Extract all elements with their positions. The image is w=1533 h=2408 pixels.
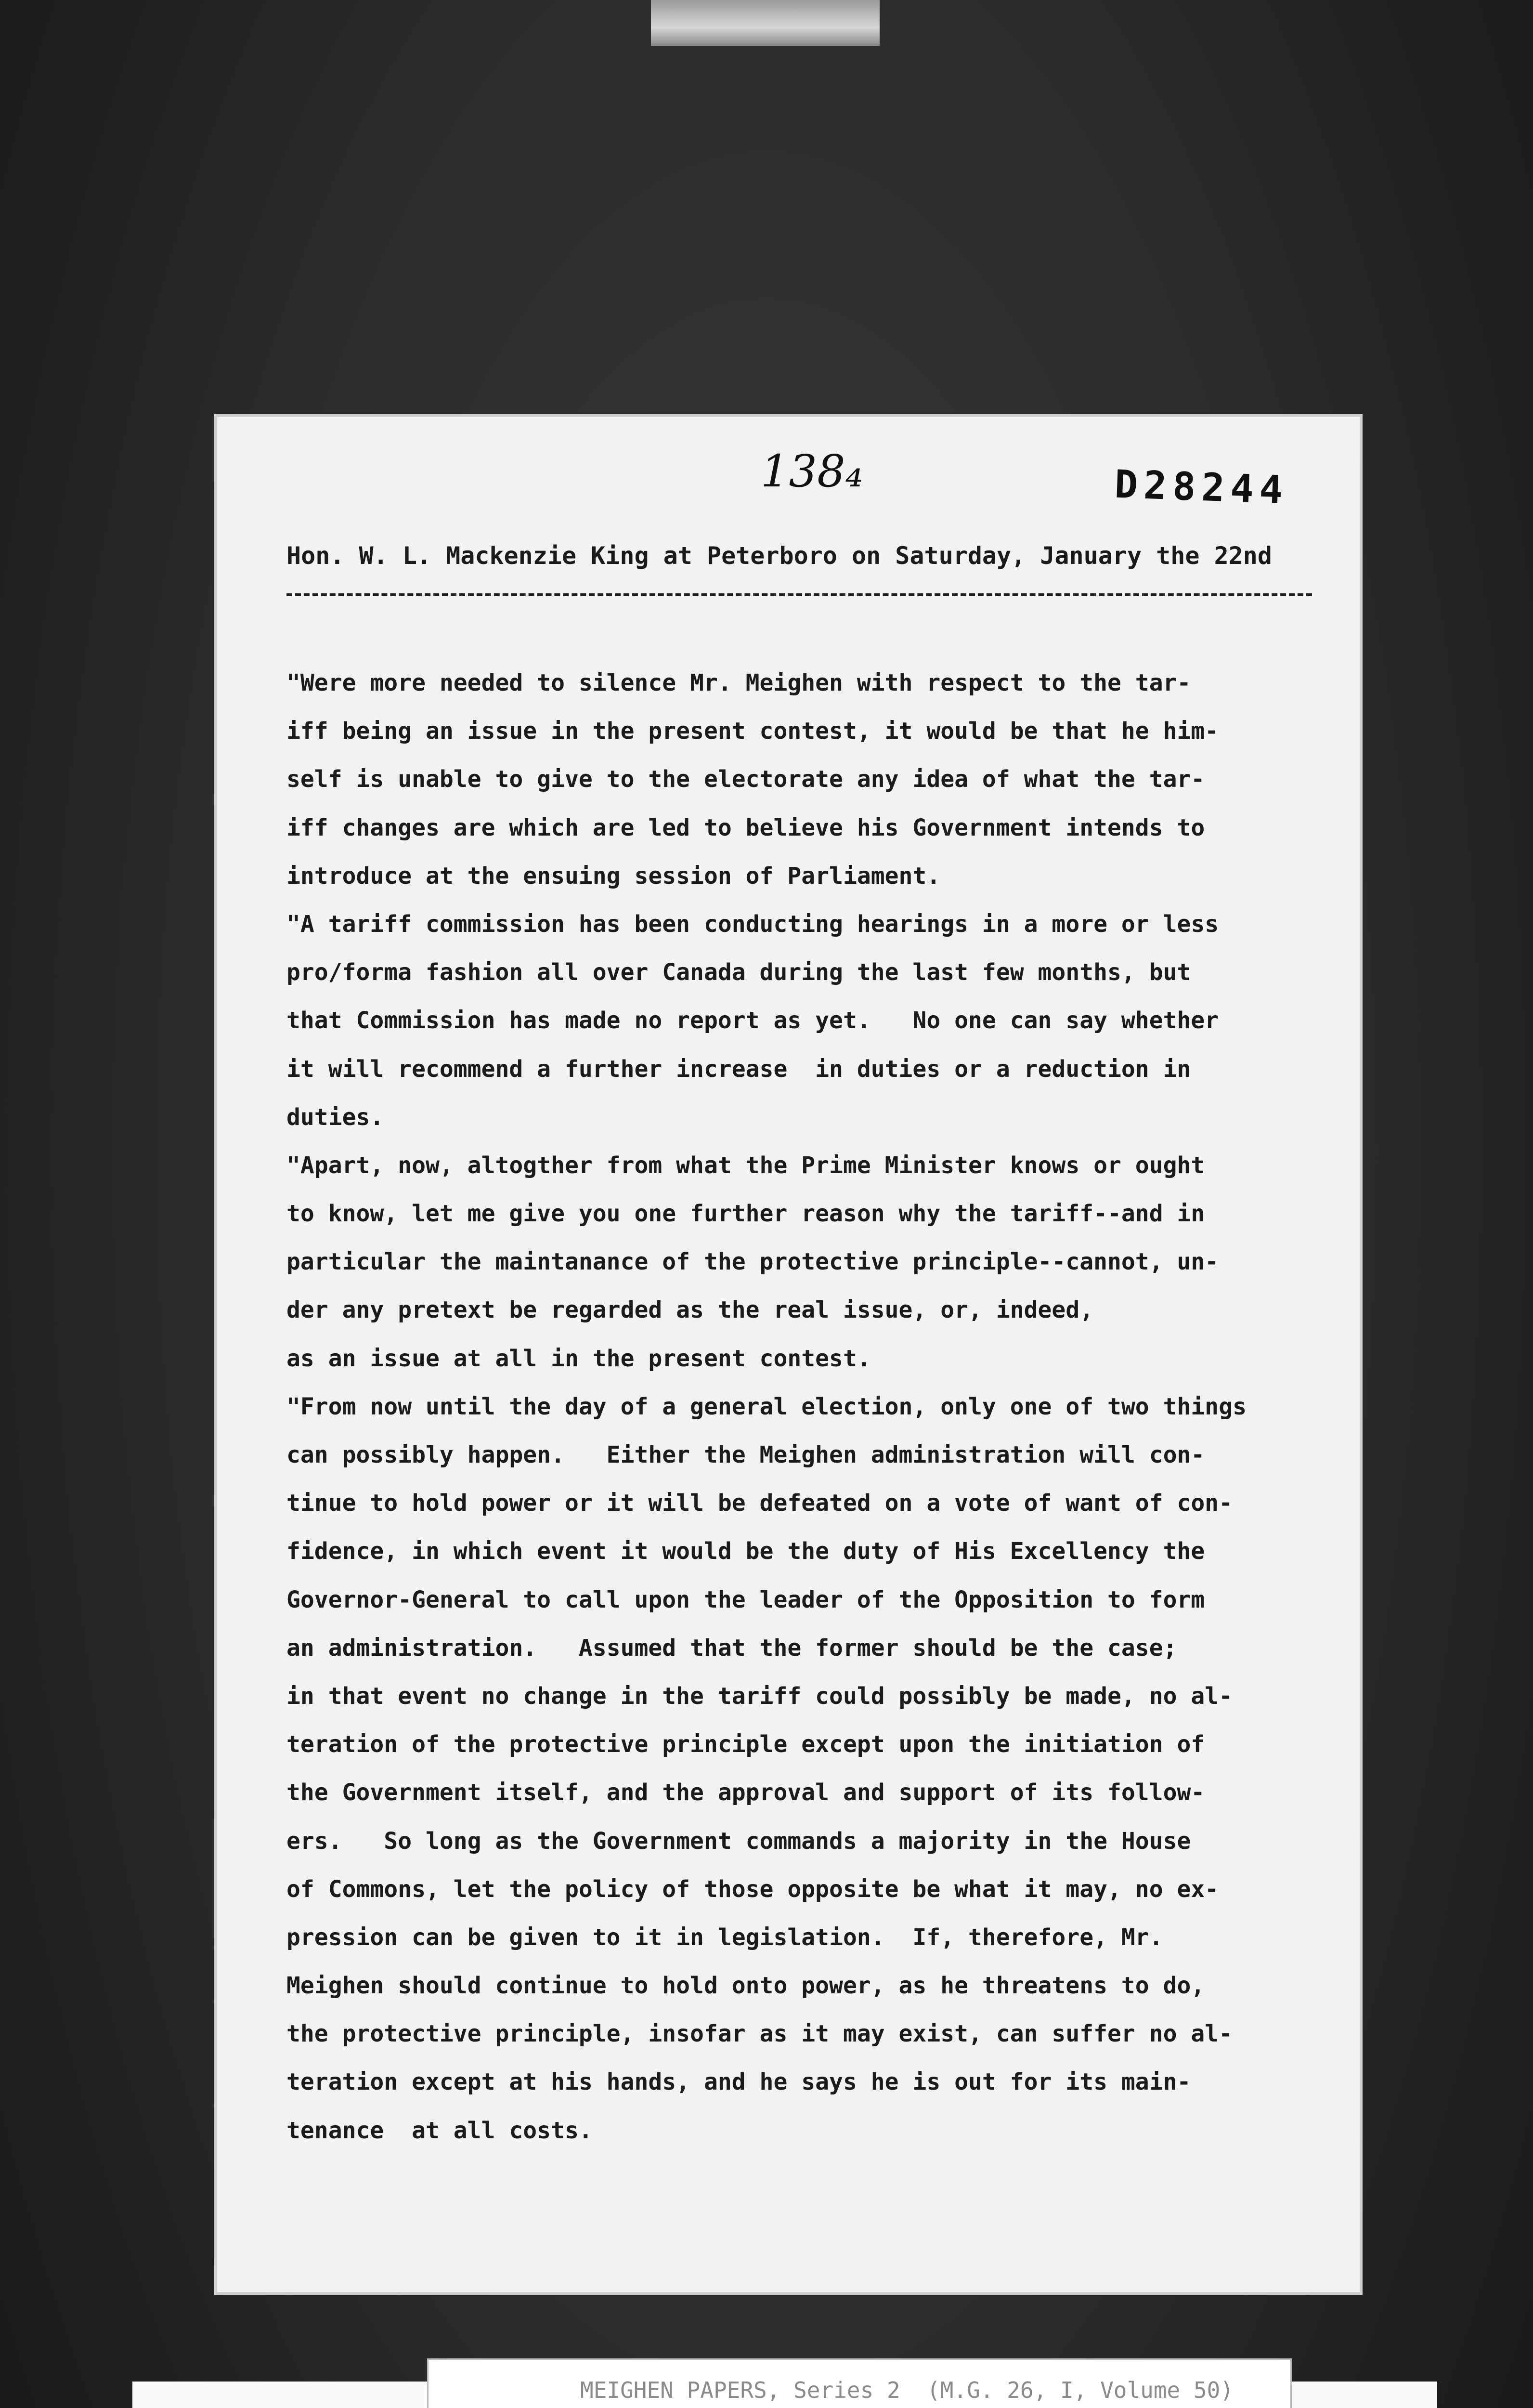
body-line: iff changes are which are led to believe his Government intends to bbox=[286, 814, 1205, 841]
body-line: tenance at all costs. bbox=[286, 2117, 593, 2144]
body-line: it will recommend a further increase in duties or a reduction in bbox=[286, 1055, 1191, 1083]
body-line: self is unable to give to the electorate any idea of what the tar- bbox=[286, 766, 1205, 793]
body-line: introduce at the ensuing session of Parliament. bbox=[286, 862, 941, 890]
body-line: "From now until the day of a general election, only one of two things bbox=[286, 1393, 1247, 1420]
body-line: as an issue at all in the present contest. bbox=[286, 1345, 871, 1372]
body-paragraph bbox=[286, 1141, 1322, 1383]
handwritten-page-number: 138₄ bbox=[761, 445, 863, 497]
body-line: the protective principle, insofar as it may exist, can suffer no al- bbox=[286, 2020, 1233, 2048]
body-line: duties. bbox=[286, 1103, 384, 1131]
body-line: that Commission has made no report as yet. No one can say whether bbox=[286, 1007, 1219, 1034]
body-line: "A tariff commission has been conducting hearings in a more or less bbox=[286, 910, 1219, 938]
body-line: an administration. Assumed that the former should be the case; bbox=[286, 1634, 1177, 1662]
body-paragraph bbox=[286, 1383, 1322, 2155]
body-line: pro/forma fashion all over Canada during the last few months, but bbox=[286, 959, 1191, 986]
body-line: tinue to hold power or it will be defeated on a vote of want of con- bbox=[286, 1490, 1233, 1517]
collection-reference: MEIGHEN PAPERS, Series 2 (M.G. 26, I, Volume 50) bbox=[580, 2377, 1234, 2403]
body-line: the Government itself, and the approval and support of its follow- bbox=[286, 1779, 1205, 1806]
heading-divider bbox=[286, 593, 1312, 596]
body-line: to know, let me give you one further reason why the tariff--and in bbox=[286, 1200, 1205, 1228]
typed-document-page bbox=[214, 414, 1363, 2295]
body-line: Governor-General to call upon the leader of the Opposition to form bbox=[286, 1586, 1205, 1613]
archive-label-card bbox=[132, 2377, 1437, 2408]
body-line: ers. So long as the Government commands a majority in the House bbox=[286, 1827, 1191, 1855]
body-line: in that event no change in the tariff could possibly be made, no al- bbox=[286, 1682, 1233, 1710]
body-line: fidence, in which event it would be the duty of His Excellency the bbox=[286, 1538, 1205, 1565]
paper-clip bbox=[651, 0, 880, 46]
document-body bbox=[286, 659, 1322, 2155]
body-line: particular the maintanance of the protective principle--cannot, un- bbox=[286, 1248, 1219, 1276]
body-line: Meighen should continue to hold onto power, as he threatens to do, bbox=[286, 1972, 1205, 2000]
body-line: "Apart, now, altogther from what the Prime Minister knows or ought bbox=[286, 1152, 1205, 1179]
body-line: pression can be given to it in legislation. If, therefore, Mr. bbox=[286, 1924, 1163, 1951]
document-stamp-number: D28244 bbox=[1114, 461, 1289, 513]
body-line: can possibly happen. Either the Meighen administration will con- bbox=[286, 1441, 1205, 1468]
collection-reference-slip bbox=[429, 2360, 1290, 2408]
body-paragraph bbox=[286, 659, 1322, 900]
body-line: teration of the protective principle except upon the initiation of bbox=[286, 1731, 1205, 1758]
body-line: iff being an issue in the present contest, it would be that he him- bbox=[286, 718, 1219, 745]
document-heading: Hon. W. L. Mackenzie King at Peterboro on Saturday, January the 22nd bbox=[286, 542, 1272, 570]
body-line: "Were more needed to silence Mr. Meighen with respect to the tar- bbox=[286, 669, 1191, 696]
body-line: teration except at his hands, and he says he is out for its main- bbox=[286, 2068, 1191, 2096]
body-line: der any pretext be regarded as the real issue, or, indeed, bbox=[286, 1296, 1094, 1324]
body-line: of Commons, let the policy of those opposite be what it may, no ex- bbox=[286, 1875, 1219, 1903]
body-paragraph bbox=[286, 900, 1322, 1141]
